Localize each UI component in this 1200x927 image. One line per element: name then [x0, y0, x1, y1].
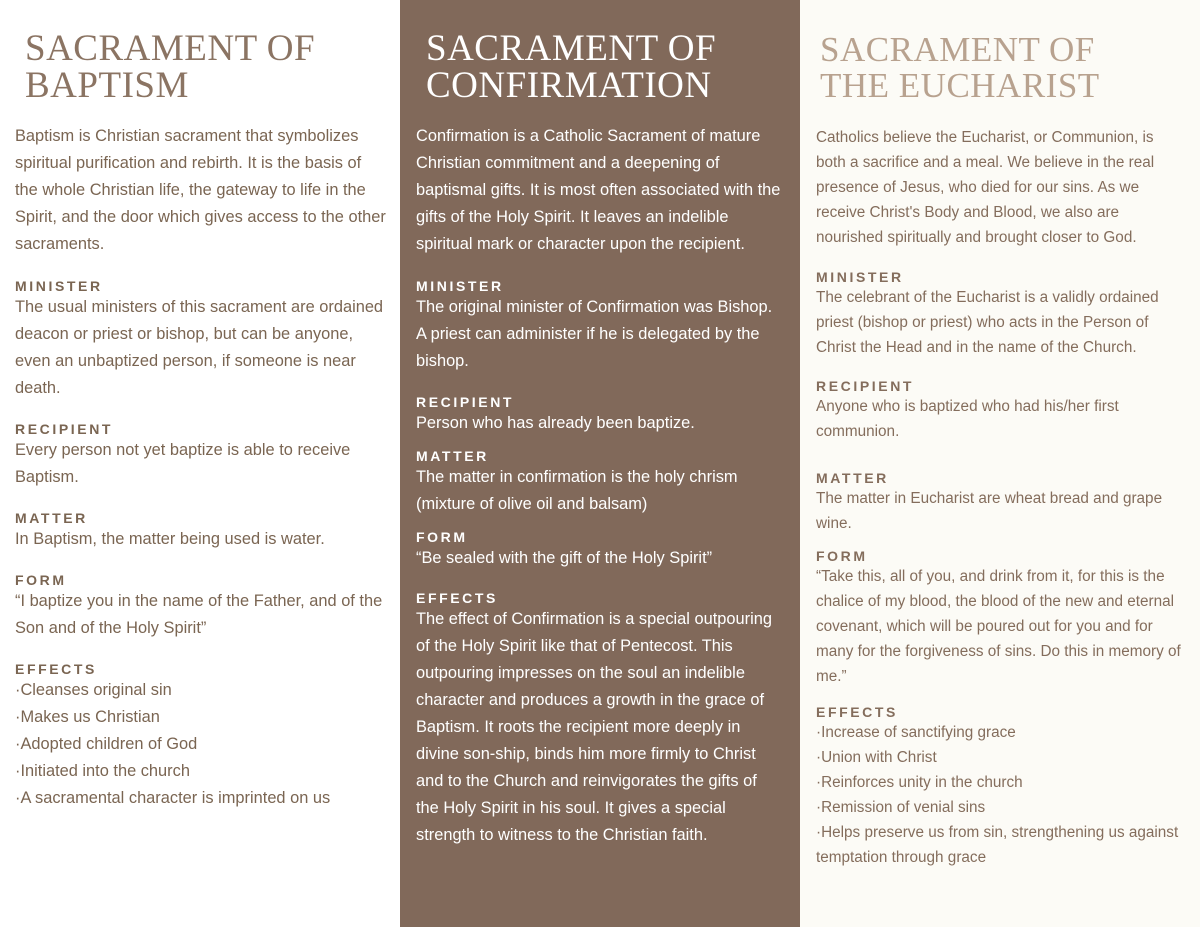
baptism-matter: In Baptism, the matter being used is water. [15, 530, 325, 548]
baptism-effects-label: EFFECTS [15, 661, 97, 677]
baptism-minister: The usual ministers of this sacrament are ordained deacon or priest or bishop, but can be anyone, even an unbaptized person, if someone is near death. [15, 298, 384, 397]
baptism-recipient-label: RECIPIENT [15, 421, 114, 437]
baptism-recipient: Every person not yet baptize is able to receive Baptism. [15, 441, 351, 486]
confirmation-minister: The original minister of Confirmation was Bishop. A priest can administer if he is delegated by the bishop. [416, 298, 773, 370]
confirmation-effects-label: EFFECTS [416, 590, 498, 606]
confirmation-matter: The matter in confirmation is the holy chrism (mixture of olive oil and balsam) [416, 468, 738, 513]
baptism-title [25, 30, 315, 104]
eucharist-effect-item: ·Increase of sanctifying grace [816, 724, 1016, 741]
eucharist-minister-label: MINISTER [816, 269, 904, 285]
eucharist-recipient-label: RECIPIENT [816, 378, 915, 394]
eucharist-title [820, 32, 1100, 104]
baptism-effect-item: ·A sacramental character is imprinted on us [15, 789, 331, 807]
confirmation-body [416, 123, 782, 849]
eucharist-panel [800, 0, 1200, 927]
eucharist-form: “Take this, all of you, and drink from it, for this is the chalice of my blood, the blood of the new and eternal covenant, which will be poured out for you and for many for the forgiveness of sins. Do this in memory of me.” [816, 568, 1181, 685]
confirmation-minister-label: MINISTER [416, 278, 504, 294]
confirmation-form-label: FORM [416, 529, 468, 545]
confirmation-title-line2: CONFIRMATION [426, 65, 712, 106]
baptism-panel [0, 0, 400, 927]
eucharist-title-line2: THE EUCHARIST [820, 66, 1100, 105]
eucharist-body [816, 125, 1186, 870]
baptism-effect-item: ·Makes us Christian [15, 708, 160, 726]
eucharist-effect-item: ·Remission of venial sins [816, 799, 986, 816]
baptism-title-line2: BAPTISM [25, 65, 189, 106]
baptism-form: “I baptize you in the name of the Father, and of the Son and of the Holy Spirit” [15, 592, 383, 637]
baptism-title-line1: SACRAMENT OF [25, 28, 316, 69]
baptism-body [15, 123, 386, 812]
baptism-intro: Baptism is Christian sacrament that symbolizes spiritual purification and rebirth. It is the basis of the whole Christian life, the gateway to life in the Spirit, and the door which gives access to the other sacraments. [15, 127, 386, 253]
confirmation-title-line1: SACRAMENT OF [426, 28, 717, 69]
baptism-effect-item: ·Cleanses original sin [15, 681, 172, 699]
confirmation-recipient: Person who has already been baptize. [416, 414, 695, 432]
baptism-matter-label: MATTER [15, 510, 88, 526]
eucharist-recipient: Anyone who is baptized who had his/her first communion. [816, 398, 1119, 440]
confirmation-matter-label: MATTER [416, 448, 489, 464]
eucharist-title-line1: SACRAMENT OF [820, 30, 1095, 69]
baptism-minister-label: MINISTER [15, 278, 103, 294]
confirmation-title [426, 30, 716, 104]
eucharist-effect-item: ·Union with Christ [816, 749, 937, 766]
eucharist-intro: Catholics believe the Eucharist, or Communion, is both a sacrifice and a meal. We believe in the real presence of Jesus, who died for our sins. As we receive Christ's Body and Blood, we also are nourished spiritually and brought closer to God. [816, 129, 1155, 246]
eucharist-matter: The matter in Eucharist are wheat bread and grape wine. [816, 490, 1163, 532]
eucharist-minister: The celebrant of the Eucharist is a validly ordained priest (bishop or priest) who acts in the Person of Christ the Head and in the name of the Church. [816, 289, 1159, 356]
eucharist-form-label: FORM [816, 548, 868, 564]
eucharist-effects-label: EFFECTS [816, 704, 898, 720]
eucharist-effect-item: ·Helps preserve us from sin, strengthening us against temptation through grace [816, 824, 1179, 866]
baptism-form-label: FORM [15, 572, 67, 588]
confirmation-panel [400, 0, 800, 927]
baptism-effect-item: ·Adopted children of God [15, 735, 198, 753]
baptism-effect-item: ·Initiated into the church [15, 762, 190, 780]
confirmation-form: “Be sealed with the gift of the Holy Spirit” [416, 549, 713, 567]
eucharist-effect-item: ·Reinforces unity in the church [816, 774, 1023, 791]
eucharist-matter-label: MATTER [816, 470, 889, 486]
confirmation-recipient-label: RECIPIENT [416, 394, 515, 410]
confirmation-intro: Confirmation is a Catholic Sacrament of mature Christian commitment and a deepening of baptismal gifts. It is most often associated with the gifts of the Holy Spirit. It leaves an indelible spiritual mark or character upon the recipient. [416, 127, 781, 253]
confirmation-effects: The effect of Confirmation is a special outpouring of the Holy Spirit like that of Pentecost. This outpouring impresses on the soul an indelible character and produces a growth in the grace of Baptism. It roots the recipient more deeply in divine son-ship, binds him more firmly to Christ and to the Church and reinvigorates the gifts of the Holy Spirit in his soul. It gives a special strength to witness to the Christian faith. [416, 610, 772, 844]
